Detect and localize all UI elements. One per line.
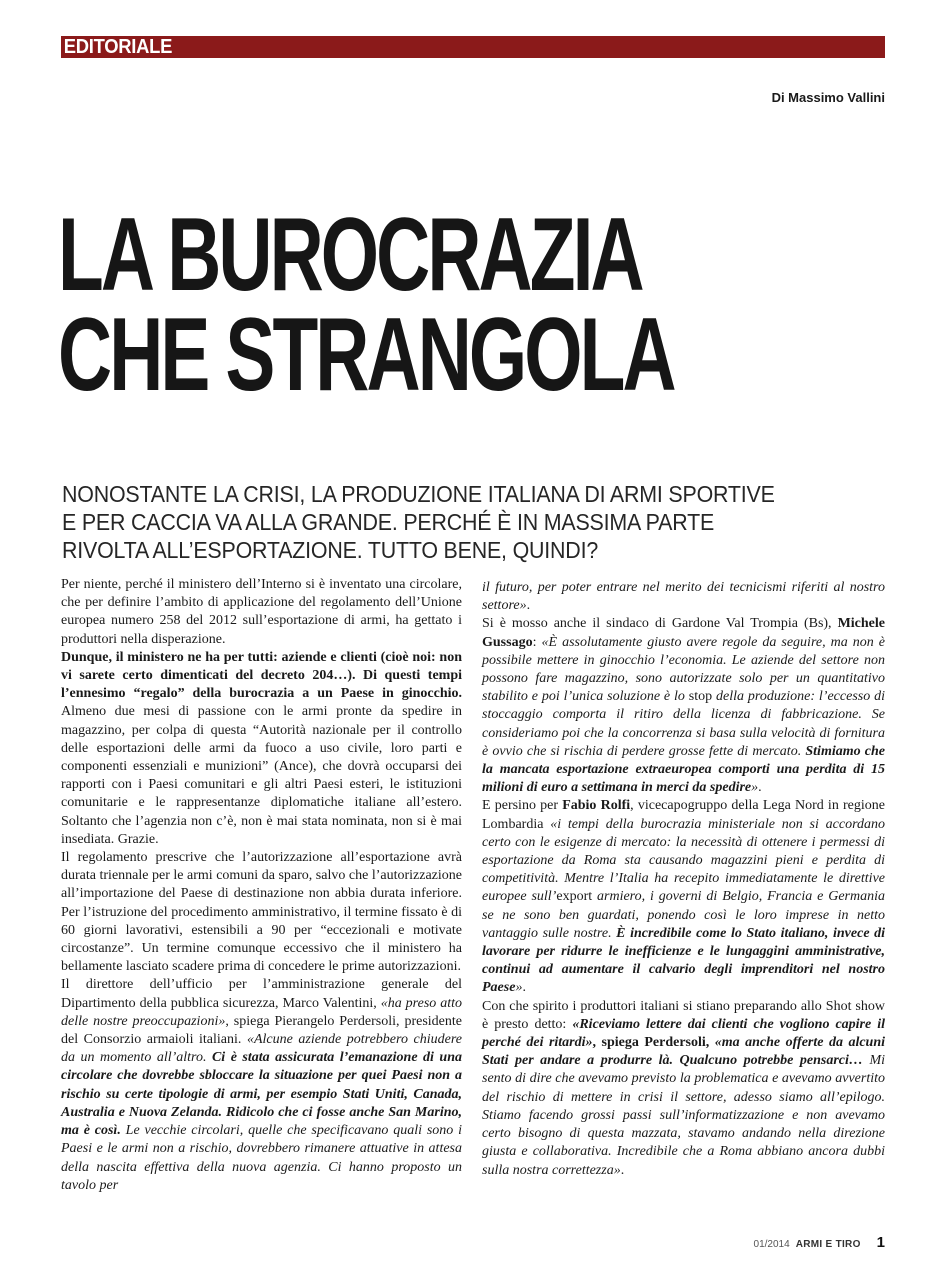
- headline-line-2: CHE STRANGOLA: [58, 297, 674, 413]
- paragraph: Si è mosso anche il sindaco di Gardone Val Trompia (Bs), Michele Gussago: «È assolutamente giusto avere regole da seguire, ma non è possibile mettere in ginocchio l’economia. Le aziende del settore non possono fare magazzino, sono autorizzate solo per un quantitativo stabilito e poi l’unica soluzione è lo stop della produzione: l’eccesso di stoccaggio comporta il ritiro della licenza di fabbricazione. Se consideriamo poi che la concorrenza si basa sulla velocità di fornitura è ovvio che si rischia di perdere grosse fette di mercato. Stimiamo che la mancata esportazione extraeuropea comporti una perdita di 15 milioni di euro a settimana in merci da spedire».: [482, 616, 885, 796]
- body-column-left: [61, 576, 462, 1195]
- paragraph: Per niente, perché il ministero dell’Interno si è inventato una circolare, che per definire l’ambito di applicazione del regolamento dell’Unione europea numero 258 del 2012 sull’esportazione di armi, ha gettato i produttori nella disperazione.: [61, 577, 462, 647]
- standfirst-line-2: E PER CACCIA VA ALLA GRANDE. PERCHÉ È IN MASSIMA PARTE: [62, 509, 715, 535]
- issue-number: 01/2014: [753, 1239, 790, 1250]
- paragraph: Il regolamento prescrive che l’autorizzazione all’esportazione avrà durata triennale per le armi comuni da sparo, salvo che l’autorizzazione all’importazione del Paese di destinazione non abbia durata inferiore. Per l’istruzione del procedimento amministrativo, il termine fissato è di 60 giorni lavorativi, estensibili a 90 per “eccezionali e motivate circostanze”. Un termine comunque eccessivo che il ministero ha bellamente lasciato scadere prima di concedere le prime autorizzazioni.: [61, 850, 462, 975]
- section-header-bar: [61, 36, 885, 58]
- page-number: 1: [876, 1234, 885, 1251]
- paragraph: E persino per Fabio Rolfi, vicecapogruppo della Lega Nord in regione Lombardia «i tempi della burocrazia ministeriale non si accordano certo con le esigenze di mercato: la necessità di ottenere i permessi di esportazione da Roma sta causando magazzini pieni e perdita di competitività. Mentre l’Italia ha recepito immediatamente le direttive europee sull’export armiero, i governi di Belgio, Francia e Germania se ne sono ben guardati, ponendo così le loro imprese in netto vantaggio sulle nostre. È incredibile come lo Stato italiano, invece di lavorare per ridurre le inefficienze e le lungaggini amministrative, continui ad aumentare il calvario degli imprenditori nel nostro Paese».: [482, 798, 886, 996]
- paragraph: il futuro, per poter entrare nel merito dei tecnicismi riferiti al nostro settore».: [482, 580, 885, 614]
- headline-line-1: LA BUROCRAZIA: [58, 197, 642, 313]
- paragraph: Il direttore dell’ufficio per l’amministrazione generale del Dipartimento della pubblica sicurezza, Marco Valentini, «ha preso atto delle nostre preoccupazioni», spiega Pierangelo Perdersoli, presidente del Consorzio armaioli italiani. «Alcune aziende potrebbero chiudere da un momento all’altro. Ci è stata assicurata l’emanazione di una circolare che dovrebbe sbloccare la situazione per quei Paesi non a rischio su certe tipologie di armi, per esempio Stati Uniti, Canada, Australia e Nuova Zelanda. Ridicolo che ci fosse anche San Marino, ma è così. Le vecchie circolari, quelle che specificavano quali sono i Paesi e le armi non a rischio, dovrebbero rimanere attuative in attesa della nascita effettiva della nuova agenzia. Ci hanno proposto un tavolo per: [61, 977, 463, 1193]
- article-standfirst: [62, 480, 882, 564]
- author-byline: Di Massimo Vallini: [771, 90, 885, 105]
- magazine-name: ARMI E TIRO: [795, 1239, 861, 1250]
- page-footer: [754, 1234, 885, 1251]
- article-headline: [58, 197, 674, 413]
- section-label: EDITORIALE: [63, 36, 173, 58]
- paragraph: Dunque, il ministero ne ha per tutti: aziende e clienti (cioè noi: non vi sarete certo dimenticati del decreto 204…). Di questi tempi l’ennesimo “regalo” della burocrazia a un Paese in ginocchio. Almeno due mesi di passione con le armi pronte da spedire in magazzino, per colpa di questa “Autorità nazionale per il controllo delle esportazioni delle armi da fuoco a uso civile, loro parti e componenti essenziali e munizioni” (Ance), che dovrà occuparsi dei rapporti con i Paesi comunitari e gli altri Paesi esteri, le istituzioni comunitarie e le rappresentanze diplomatiche italiane all’estero. Soltanto che l’agenzia non c’è, non è mai stata nominata, non si è mai insediata. Grazie.: [61, 649, 462, 847]
- standfirst-line-1: NONOSTANTE LA CRISI, LA PRODUZIONE ITALIANA DI ARMI SPORTIVE: [62, 481, 775, 507]
- article-body: [61, 576, 885, 1216]
- paragraph: Con che spirito i produttori italiani si stiano preparando allo Shot show è presto detto: «Riceviamo lettere dai clienti che vogliono capire il perché dei ritardi», spiega Perdersoli, «ma anche offerte da alcuni Stati per andare a produrre là. Qualcuno potrebbe pensarci… Mi sento di dire che avevamo previsto la problematica e avevamo avvertito del rischio di mettere in crisi il settore, adesso siamo all’epilogo. Stiamo facendo grossi passi sull’informatizzazione e non avevamo certo bisogno di questa mazzata, stavamo andando nella direzione giusta e collaborativa. Incredibile che a Roma abbiano ancora dubbi sulla nostra correttezza».: [482, 998, 886, 1178]
- body-column-right: [482, 579, 885, 1180]
- standfirst-line-3: RIVOLTA ALL’ESPORTAZIONE. TUTTO BENE, QUINDI?: [62, 537, 599, 563]
